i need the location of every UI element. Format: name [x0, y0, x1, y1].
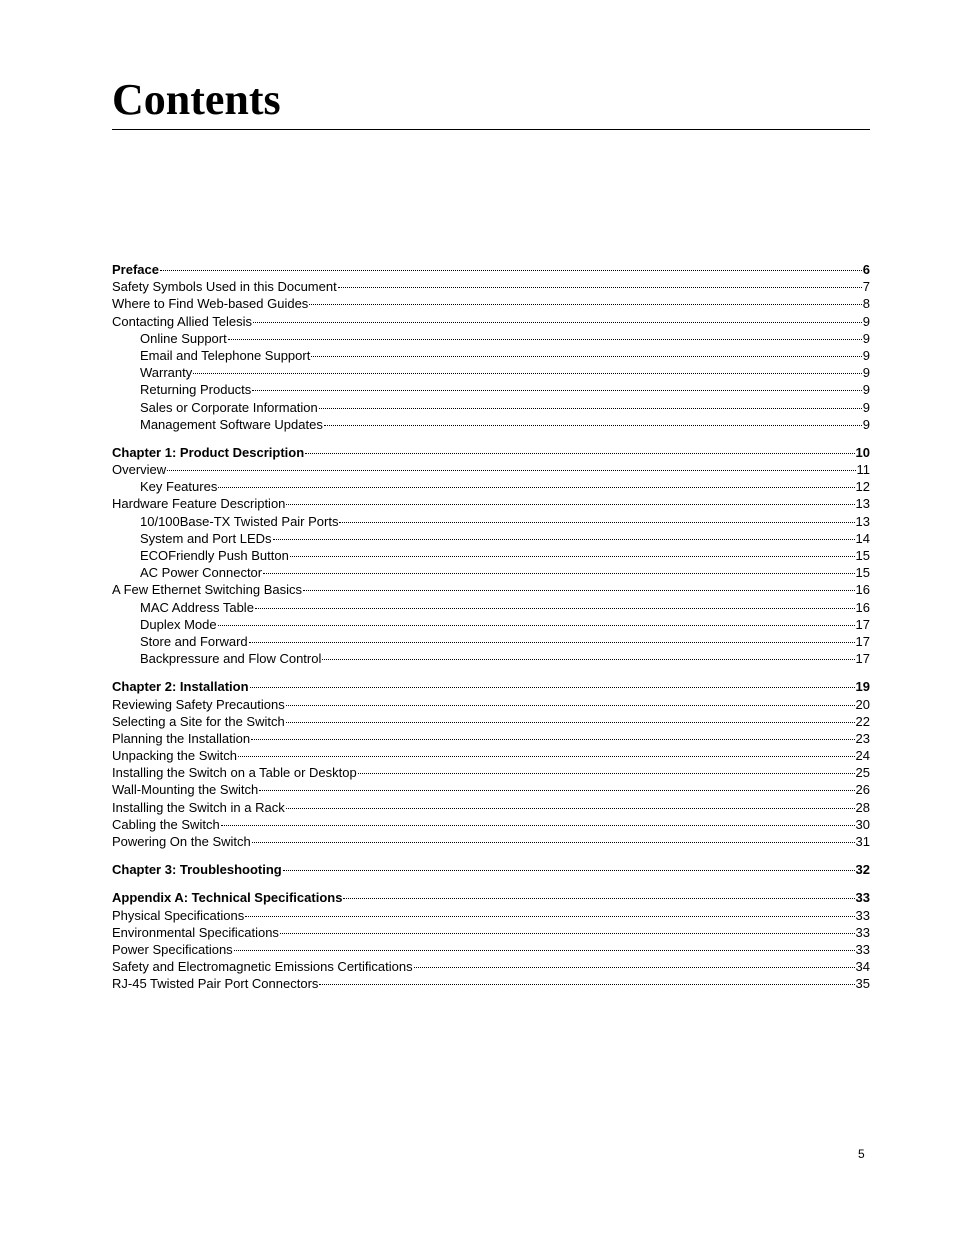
toc-entry-page: 16: [855, 582, 870, 598]
dot-leader: [218, 625, 855, 626]
dot-leader: [228, 339, 862, 340]
toc-entry[interactable]: [112, 478, 870, 495]
toc-entry[interactable]: [112, 278, 870, 295]
toc-entry-page: 15: [855, 565, 870, 581]
toc-section: [112, 861, 870, 878]
toc-entry-label: Physical Specifications: [112, 907, 245, 923]
toc-entry[interactable]: [112, 381, 870, 398]
dot-leader: [234, 950, 855, 951]
dot-leader: [324, 425, 862, 426]
toc-entry-page: 9: [862, 416, 870, 432]
dot-leader: [253, 322, 862, 323]
toc-entry-label: Chapter 2: Installation: [112, 679, 249, 695]
toc-entry-page: 15: [855, 548, 870, 563]
toc-entry[interactable]: [112, 833, 870, 850]
toc-entry[interactable]: [112, 461, 870, 478]
toc-entry[interactable]: [112, 330, 870, 347]
toc-entry-page: 33: [855, 907, 870, 923]
toc-entry-label: Preface: [112, 262, 159, 277]
toc-entry[interactable]: [112, 764, 870, 781]
toc-entry-label: Contacting Allied Telesis: [112, 313, 252, 329]
toc-entry-label: Power Specifications: [112, 941, 233, 957]
toc-entry[interactable]: [112, 347, 870, 364]
dot-leader: [319, 984, 854, 985]
toc-section: [112, 889, 870, 992]
toc-entry-page: 32: [855, 862, 870, 878]
dot-leader: [319, 408, 862, 409]
toc-entry[interactable]: [112, 530, 870, 547]
toc-entry[interactable]: [112, 941, 870, 958]
dot-leader: [238, 756, 855, 757]
dot-leader: [280, 933, 855, 934]
toc-entry-label: Returning Products: [140, 382, 252, 398]
toc-entry-label: RJ-45 Twisted Pair Port Connectors: [112, 976, 319, 992]
toc-entry-label: Wall-Mounting the Switch: [112, 782, 259, 798]
toc-entry[interactable]: [112, 547, 870, 564]
dot-leader: [358, 773, 855, 774]
toc-entry-label: Unpacking the Switch: [112, 748, 238, 764]
toc-entry-label: MAC Address Table: [140, 599, 254, 615]
toc-entry-page: 9: [862, 347, 870, 363]
toc-entry[interactable]: [112, 416, 870, 433]
toc-entry-page: 19: [855, 679, 870, 695]
page-number: 5: [858, 1147, 865, 1161]
dot-leader: [252, 842, 855, 843]
toc-heading-entry[interactable]: [112, 889, 870, 906]
dot-leader: [339, 522, 854, 523]
toc-entry-page: 14: [855, 530, 870, 546]
toc-entry[interactable]: [112, 364, 870, 381]
dot-leader: [255, 608, 855, 609]
toc-entry-page: 31: [855, 834, 870, 849]
toc-entry-label: Installing the Switch in a Rack: [112, 799, 285, 815]
dot-leader: [309, 304, 861, 305]
toc-entry-page: 17: [855, 651, 870, 667]
toc-entry[interactable]: [112, 495, 870, 512]
toc-entry-page: 16: [855, 599, 870, 615]
toc-entry-page: 8: [862, 296, 870, 312]
toc-heading-entry[interactable]: [112, 444, 870, 461]
toc-entry-label: Safety Symbols Used in this Document: [112, 279, 337, 295]
toc-entry[interactable]: [112, 907, 870, 924]
dot-leader: [221, 825, 855, 826]
toc-entry[interactable]: [112, 747, 870, 764]
dot-leader: [286, 808, 855, 809]
toc-entry-page: 10: [855, 444, 870, 460]
toc-entry-page: 11: [856, 462, 870, 478]
toc-entry-page: 12: [855, 479, 870, 495]
dot-leader: [218, 487, 854, 488]
toc-entry-label: ECOFriendly Push Button: [140, 548, 289, 563]
page-title: Contents: [112, 75, 281, 124]
toc-entry-label: Store and Forward: [140, 633, 248, 649]
toc-entry-label: Sales or Corporate Information: [140, 399, 318, 415]
toc-entry[interactable]: [112, 650, 870, 667]
toc-entry[interactable]: [112, 616, 870, 633]
dot-leader: [311, 356, 861, 357]
toc-entry[interactable]: [112, 713, 870, 730]
toc-entry-label: Appendix A: Technical Specifications: [112, 890, 343, 906]
toc-entry-page: 17: [855, 633, 870, 649]
toc-entry[interactable]: [112, 975, 870, 992]
dot-leader: [343, 898, 854, 899]
dot-leader: [193, 373, 862, 374]
toc-entry-label: Email and Telephone Support: [140, 347, 311, 363]
dot-leader: [286, 722, 855, 723]
toc-entry[interactable]: [112, 924, 870, 941]
toc-entry-label: Hardware Feature Description: [112, 496, 286, 512]
toc-entry-label: Cabling the Switch: [112, 816, 220, 832]
dot-leader: [263, 573, 854, 574]
toc-section: [112, 678, 870, 850]
dot-leader: [273, 539, 855, 540]
toc-entry-page: 20: [855, 696, 870, 712]
toc-entry-label: Warranty: [140, 365, 193, 381]
dot-leader: [250, 687, 855, 688]
dot-leader: [252, 390, 861, 391]
toc-entry-page: 23: [855, 730, 870, 746]
toc-entry-label: 10/100Base-TX Twisted Pair Ports: [140, 513, 339, 529]
toc-entry[interactable]: [112, 581, 870, 598]
toc-entry-page: 25: [855, 765, 870, 781]
toc-entry-label: Online Support: [140, 330, 227, 346]
toc-entry-label: Reviewing Safety Precautions: [112, 696, 285, 712]
toc-entry-label: Selecting a Site for the Switch: [112, 713, 285, 729]
toc-entry-page: 13: [855, 496, 870, 512]
dot-leader: [245, 916, 854, 917]
toc-entry-page: 33: [855, 941, 870, 957]
toc-entry-page: 9: [862, 330, 870, 346]
toc-entry-page: 22: [855, 713, 870, 729]
toc-entry-label: Environmental Specifications: [112, 924, 279, 940]
toc-entry-page: 34: [855, 959, 870, 975]
toc-entry[interactable]: [112, 696, 870, 713]
toc-entry-page: 24: [855, 748, 870, 764]
dot-leader: [167, 470, 855, 471]
toc-section: [112, 261, 870, 433]
toc-entry-page: 13: [855, 513, 870, 529]
toc-entry-page: 33: [855, 924, 870, 940]
toc-entry-page: 9: [862, 399, 870, 415]
toc-entry[interactable]: [112, 781, 870, 798]
toc-heading-entry[interactable]: [112, 678, 870, 695]
dot-leader: [303, 590, 855, 591]
toc-entry[interactable]: [112, 513, 870, 530]
toc-entry-page: 33: [855, 890, 870, 906]
title-rule: [112, 129, 870, 130]
dot-leader: [286, 504, 854, 505]
toc-entry-page: 26: [855, 782, 870, 798]
toc-entry-page: 28: [855, 799, 870, 815]
toc-entry-label: Powering On the Switch: [112, 834, 251, 849]
toc-entry-page: 17: [855, 616, 870, 632]
toc-heading-entry[interactable]: [112, 861, 870, 878]
toc-entry-label: Backpressure and Flow Control: [140, 651, 322, 667]
toc-entry[interactable]: [112, 730, 870, 747]
toc-entry-page: 6: [862, 262, 870, 277]
dot-leader: [286, 705, 855, 706]
toc-entry-label: System and Port LEDs: [140, 530, 272, 546]
toc-entry[interactable]: [112, 799, 870, 816]
toc-entry-label: Chapter 3: Troubleshooting: [112, 862, 282, 878]
dot-leader: [283, 870, 855, 871]
toc-entry-page: 30: [855, 816, 870, 832]
dot-leader: [251, 739, 854, 740]
toc-entry-page: 9: [862, 382, 870, 398]
toc-entry[interactable]: [112, 313, 870, 330]
toc-entry[interactable]: [112, 295, 870, 312]
toc-entry[interactable]: [112, 958, 870, 975]
toc-entry-page: 9: [862, 365, 870, 381]
toc-entry-label: Key Features: [140, 479, 218, 495]
toc-entry[interactable]: [112, 399, 870, 416]
toc-entry-label: Overview: [112, 462, 167, 478]
dot-leader: [290, 556, 855, 557]
toc-entry-label: A Few Ethernet Switching Basics: [112, 582, 303, 598]
toc-entry[interactable]: [112, 816, 870, 833]
dot-leader: [322, 659, 854, 660]
table-of-contents: [112, 261, 870, 1004]
toc-entry-page: 7: [862, 279, 870, 295]
toc-entry-label: Installing the Switch on a Table or Desktop: [112, 765, 357, 781]
toc-entry-page: 35: [855, 976, 870, 992]
dot-leader: [305, 453, 854, 454]
dot-leader: [160, 270, 862, 271]
dot-leader: [259, 790, 854, 791]
toc-entry[interactable]: [112, 633, 870, 650]
toc-entry-label: Where to Find Web-based Guides: [112, 296, 309, 312]
dot-leader: [338, 287, 862, 288]
toc-entry-label: Duplex Mode: [140, 616, 217, 632]
dot-leader: [414, 967, 855, 968]
toc-entry-label: Management Software Updates: [140, 416, 323, 432]
toc-section: [112, 444, 870, 667]
dot-leader: [249, 642, 855, 643]
toc-entry-label: Safety and Electromagnetic Emissions Certifications: [112, 959, 413, 975]
toc-heading-entry[interactable]: [112, 261, 870, 278]
toc-entry-label: Chapter 1: Product Description: [112, 444, 305, 460]
toc-entry[interactable]: [112, 564, 870, 581]
toc-entry-label: Planning the Installation: [112, 730, 251, 746]
toc-entry-label: AC Power Connector: [140, 565, 263, 581]
toc-entry[interactable]: [112, 599, 870, 616]
toc-entry-page: 9: [862, 313, 870, 329]
